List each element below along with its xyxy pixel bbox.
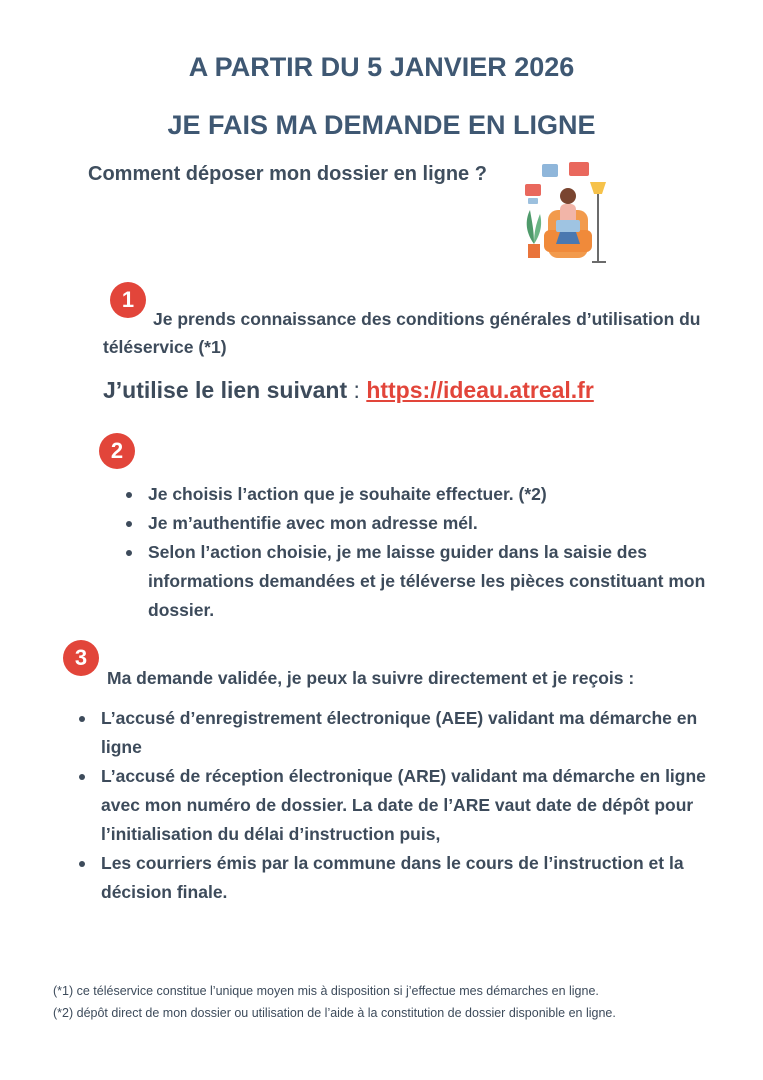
step1-text-line2: téléservice (*1) <box>103 337 227 357</box>
step-number-2: 2 <box>99 433 135 469</box>
page-subtitle-heading: JE FAIS MA DEMANDE EN LIGNE <box>167 110 596 140</box>
woman-laptop-illustration <box>520 160 616 268</box>
list-item: Selon l’action choisie, je me laisse guider dans la saisie des informations demandées et je téléverse les pièces constituant mon dossier. <box>148 538 728 625</box>
list-item: Je m’authentifie avec mon adresse mél. <box>148 509 728 538</box>
step-number-1: 1 <box>110 282 146 318</box>
ideau-link[interactable]: https://ideau.atreal.fr <box>366 377 594 403</box>
step-number-3: 3 <box>63 640 99 676</box>
page-title: A PARTIR DU 5 JANVIER 2026 <box>188 52 575 82</box>
footnote-1: (*1) ce téléservice constitue l’unique moyen mis à disposition si j’effectue mes démarches en ligne. <box>53 984 599 998</box>
step2-list <box>148 480 728 625</box>
list-item: L’accusé de réception électronique (ARE) validant ma démarche en ligne avec mon numéro de dossier. La date de l’ARE vaut date de dépôt pour l’initialisation du délai d’instruction puis, <box>101 762 721 849</box>
step3-list <box>101 704 721 907</box>
step3-intro: Ma demande validée, je peux la suivre directement et je reçois : <box>107 668 635 688</box>
footnote-2: (*2) dépôt direct de mon dossier ou utilisation de l’aide à la constitution de dossier disponible en ligne. <box>53 1006 616 1020</box>
step1-text-line1: Je prends connaissance des conditions générales d’utilisation du <box>153 309 701 329</box>
link-line <box>103 377 594 404</box>
list-item: L’accusé d’enregistrement électronique (AEE) validant ma démarche en ligne <box>101 704 721 762</box>
link-label: J’utilise le lien suivant <box>103 377 348 403</box>
list-item: Les courriers émis par la commune dans le cours de l’instruction et la décision finale. <box>101 849 721 907</box>
link-separator: : <box>347 377 367 403</box>
section-question: Comment déposer mon dossier en ligne ? <box>88 163 487 185</box>
list-item: Je choisis l’action que je souhaite effectuer. (*2) <box>148 480 728 509</box>
